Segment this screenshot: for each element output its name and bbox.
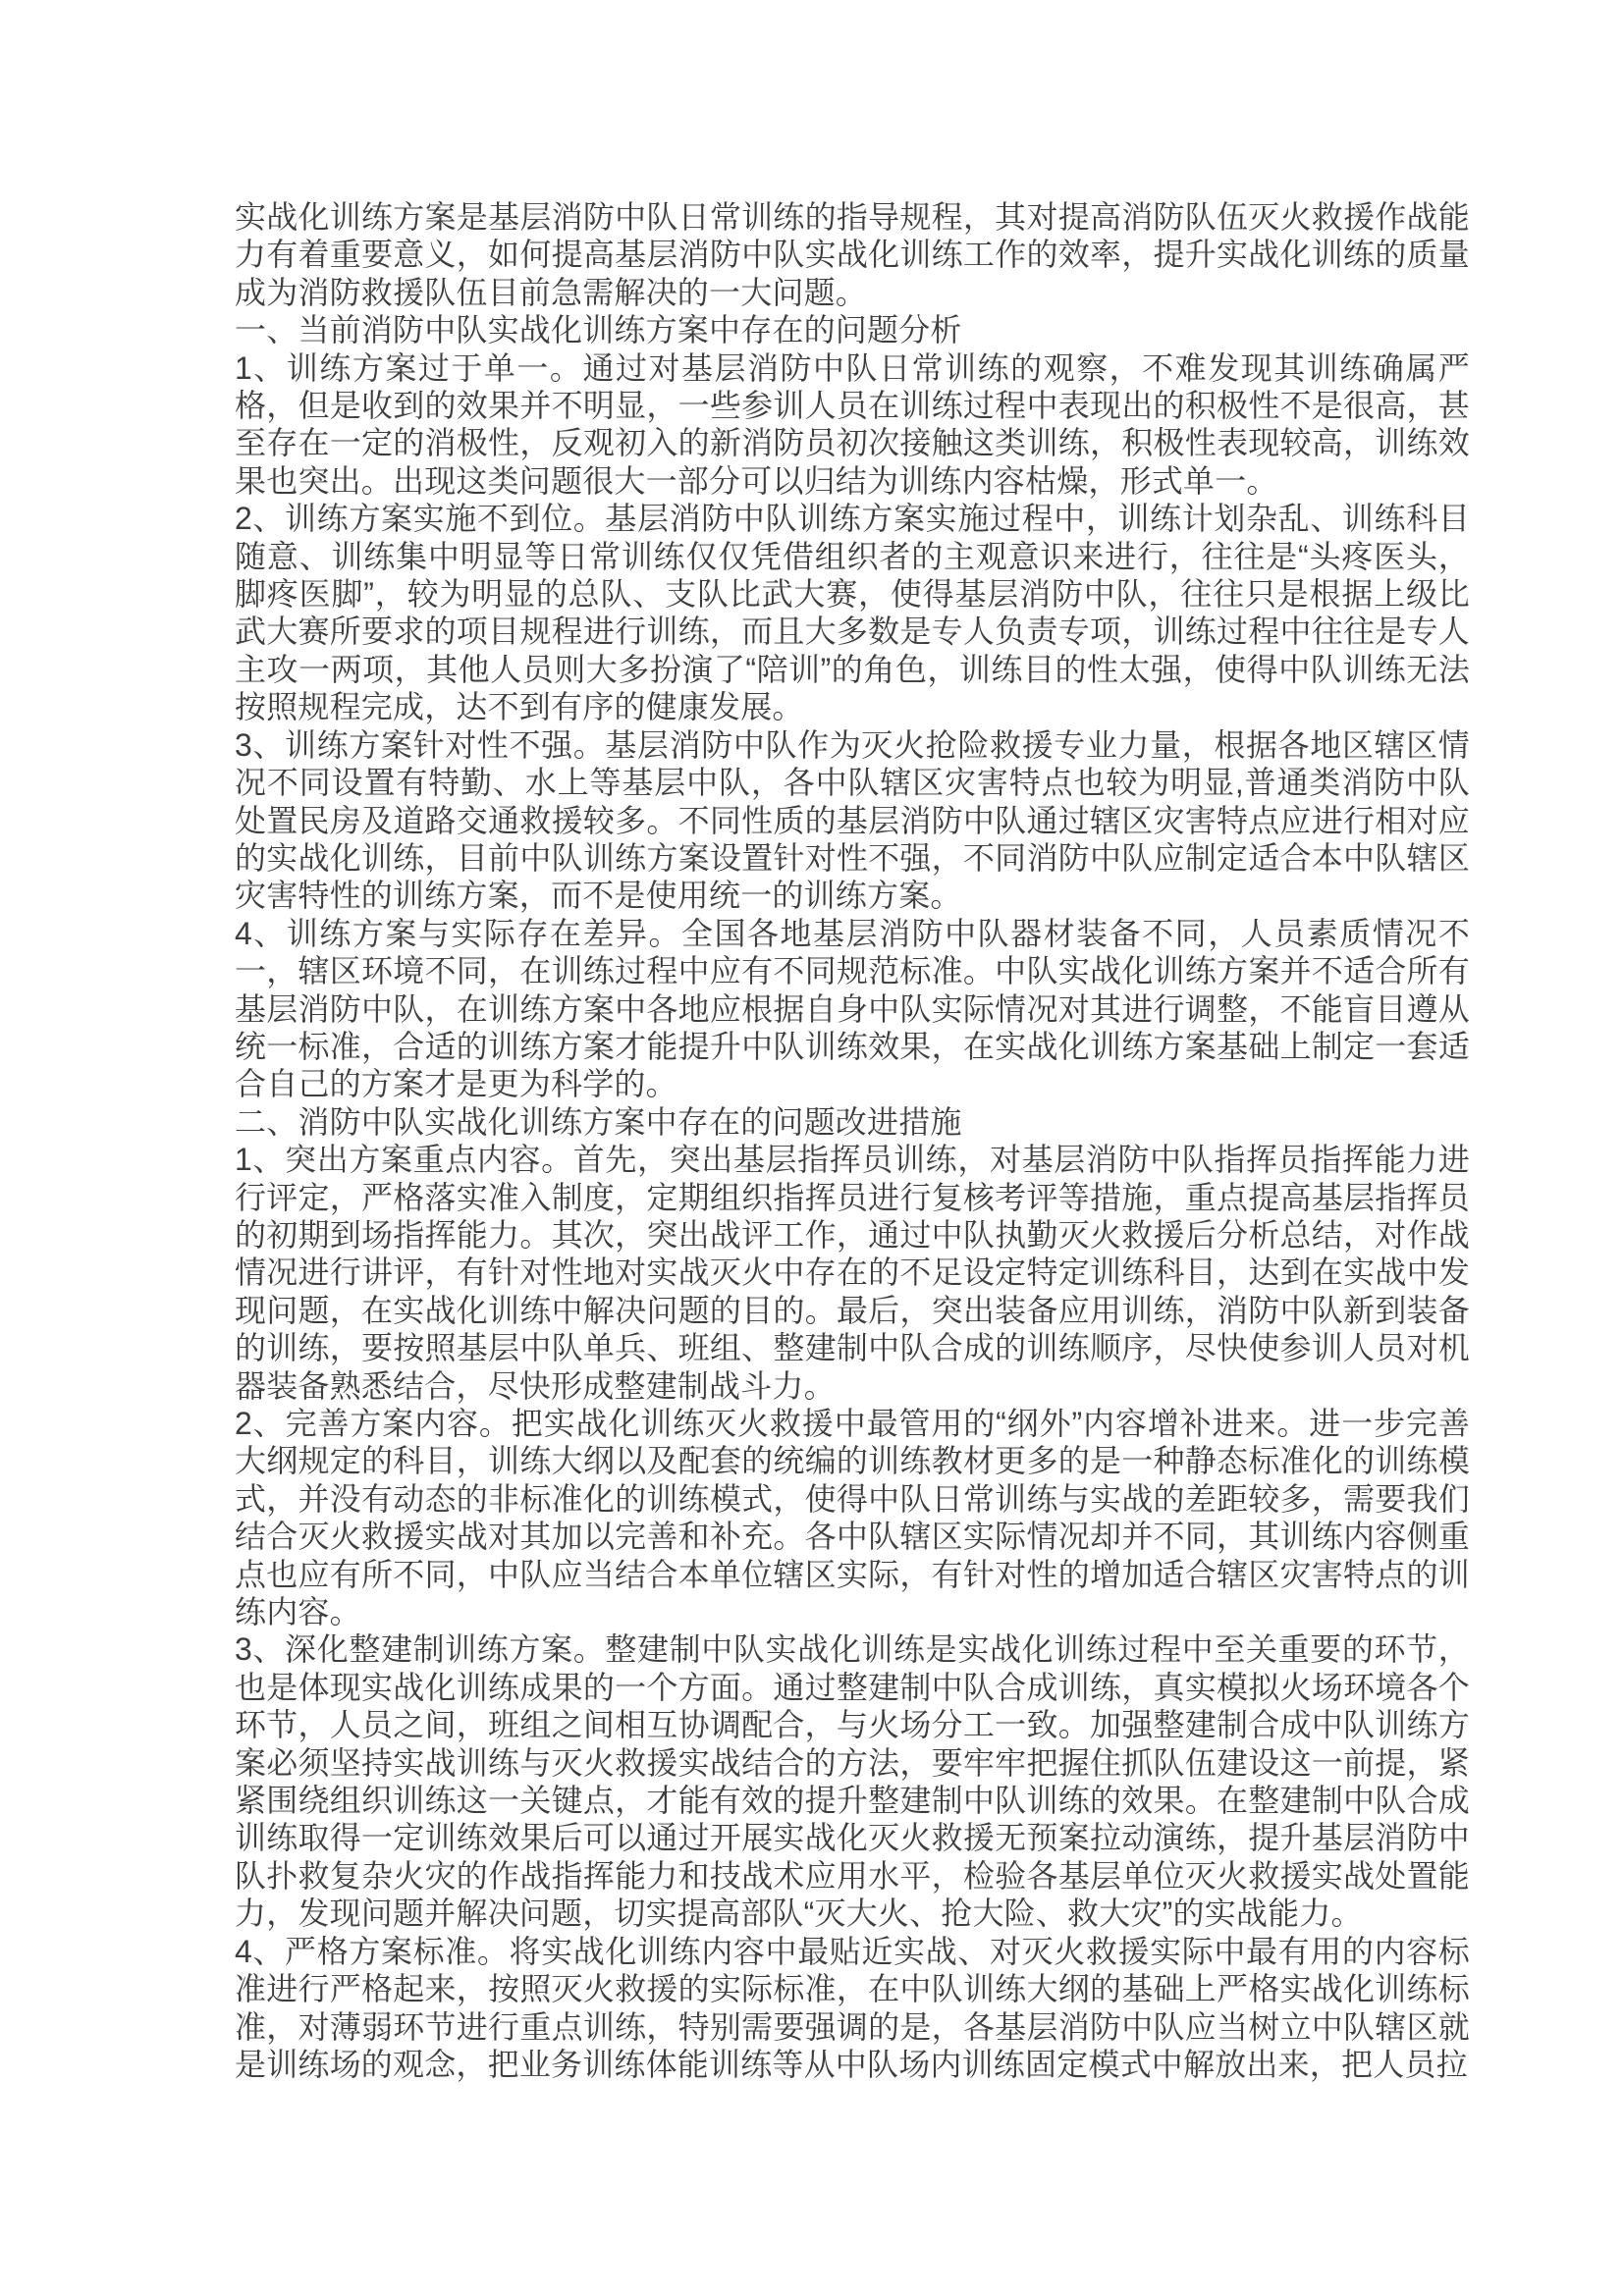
section-2-item-2: 2、完善方案内容。把实战化训练灭火救援中最管用的“纲外”内容增补进来。进一步完善大纲规定的科目，训练大纲以及配套的统编的训练教材更多的是一种静态标准化的训练模式，并没有动态的非标准化的训练模式，使得中队日常训练与实战的差距较多，需要我们结合灭火救援实战对其加以完善和补充。各中队辖区实际情况却并不同，其训练内容侧重点也应有所不同，中队应当结合本单位辖区实际，有针对性的增加适合辖区灾害特点的训练内容。: [235, 1406, 1470, 1630]
section-2-item-3: 3、深化整建制训练方案。整建制中队实战化训练是实战化训练过程中至关重要的环节，也是体现实战化训练成果的一个方面。通过整建制中队合成训练，真实模拟火场环境各个环节，人员之间，班组之间相互协调配合，与火场分工一致。加强整建制合成中队训练方案必须坚持实战训练与灭火救援实战结合的方法，要牢牢把握住抓队伍建设这一前提，紧紧围绕组织训练这一关键点，才能有效的提升整建制中队训练的效果。在整建制中队合成训练取得一定训练效果后可以通过开展实战化灭火救援无预案拉动演练，提升基层消防中队扑救复杂火灾的作战指挥能力和技战术应用水平，检验各基层单位灭火救援实战处置能力，发现问题并解决问题，切实提高部队“灭大火、抢大险、救大灾”的实战能力。: [235, 1631, 1470, 1932]
section-1-item-3: 3、训练方案针对性不强。基层消防中队作为灭火抢险救援专业力量，根据各地区辖区情况不同设置有特勤、水上等基层中队，各中队辖区灾害特点也较为明显,普通类消防中队处置民房及道路交通救援较多。不同性质的基层消防中队通过辖区灾害特点应进行相对应的实战化训练，目前中队训练方案设置针对性不强，不同消防中队应制定适合本中队辖区灾害特性的训练方案，而不是使用统一的训练方案。: [235, 726, 1470, 914]
section-1-item-1: 1、训练方案过于单一。通过对基层消防中队日常训练的观察，不难发现其训练确属严格，但是收到的效果并不明显，一些参训人员在训练过程中表现出的积极性不是很高，甚至存在一定的消极性，反观初入的新消防员初次接触这类训练，积极性表现较高，训练效果也突出。出现这类问题很大一部分可以归结为训练内容枯燥，形式单一。: [235, 349, 1470, 499]
intro-paragraph: 实战化训练方案是基层消防中队日常训练的指导规程，其对提高消防队伍灭火救援作战能力有着重要意义，如何提高基层消防中队实战化训练工作的效率，提升实战化训练的质量成为消防救援队伍目前急需解决的一大问题。: [235, 199, 1470, 310]
section-2-item-1: 1、突出方案重点内容。首先，突出基层指挥员训练，对基层消防中队指挥员指挥能力进行评定，严格落实准入制度，定期组织指挥员进行复核考评等措施，重点提高基层指挥员的初期到场指挥能力。其次，突出战评工作，通过中队执勤灭火救援后分析总结，对作战情况进行讲评，有针对性地对实战灭火中存在的不足设定特定训练科目，达到在实战中发现问题，在实战化训练中解决问题的目的。最后，突出装备应用训练，消防中队新到装备的训练，要按照基层中队单兵、班组、整建制中队合成的训练顺序，尽快使参训人员对机器装备熟悉结合，尽快形成整建制战斗力。: [235, 1142, 1470, 1404]
section-1-item-2: 2、训练方案实施不到位。基层消防中队训练方案实施过程中，训练计划杂乱、训练科目随意、训练集中明显等日常训练仅仅凭借组织者的主观意识来进行，往往是“头疼医头，脚疼医脚”，较为明显的总队、支队比武大赛，使得基层消防中队，往往只是根据上级比武大赛所要求的项目规程进行训练，而且大多数是专人负责专项，训练过程中往往是专人主攻一两项，其他人员则大多扮演了“陪训”的角色，训练目的性太强，使得中队训练无法按照规程完成，达不到有序的健康发展。: [235, 501, 1470, 725]
document-text: [235, 198, 1470, 2083]
section-1-heading: 一、当前消防中队实战化训练方案中存在的问题分析: [235, 312, 962, 348]
section-2-heading: 二、消防中队实战化训练方案中存在的问题改进措施: [235, 1103, 962, 1140]
section-1-item-4: 4、训练方案与实际存在差异。全国各地基层消防中队器材装备不同，人员素质情况不一，辖区环境不同，在训练过程中应有不同规范标准。中队实战化训练方案并不适合所有基层消防中队，在训练方案中各地应根据自身中队实际情况对其进行调整，不能盲目遵从统一标准，合适的训练方案才能提升中队训练效果，在实战化训练方案基础上制定一套适合自己的方案才是更为科学的。: [235, 915, 1470, 1102]
section-2-item-4: 4、严格方案标准。将实战化训练内容中最贴近实战、对灭火救援实际中最有用的内容标准进行严格起来，按照灭火救援的实际标准，在中队训练大纲的基础上严格实战化训练标准，对薄弱环节进行重点训练，特别需要强调的是，各基层消防中队应当树立中队辖区就是训练场的观念，把业务训练体能训练等从中队场内训练固定模式中解放出来，把人员拉: [235, 1933, 1470, 2082]
